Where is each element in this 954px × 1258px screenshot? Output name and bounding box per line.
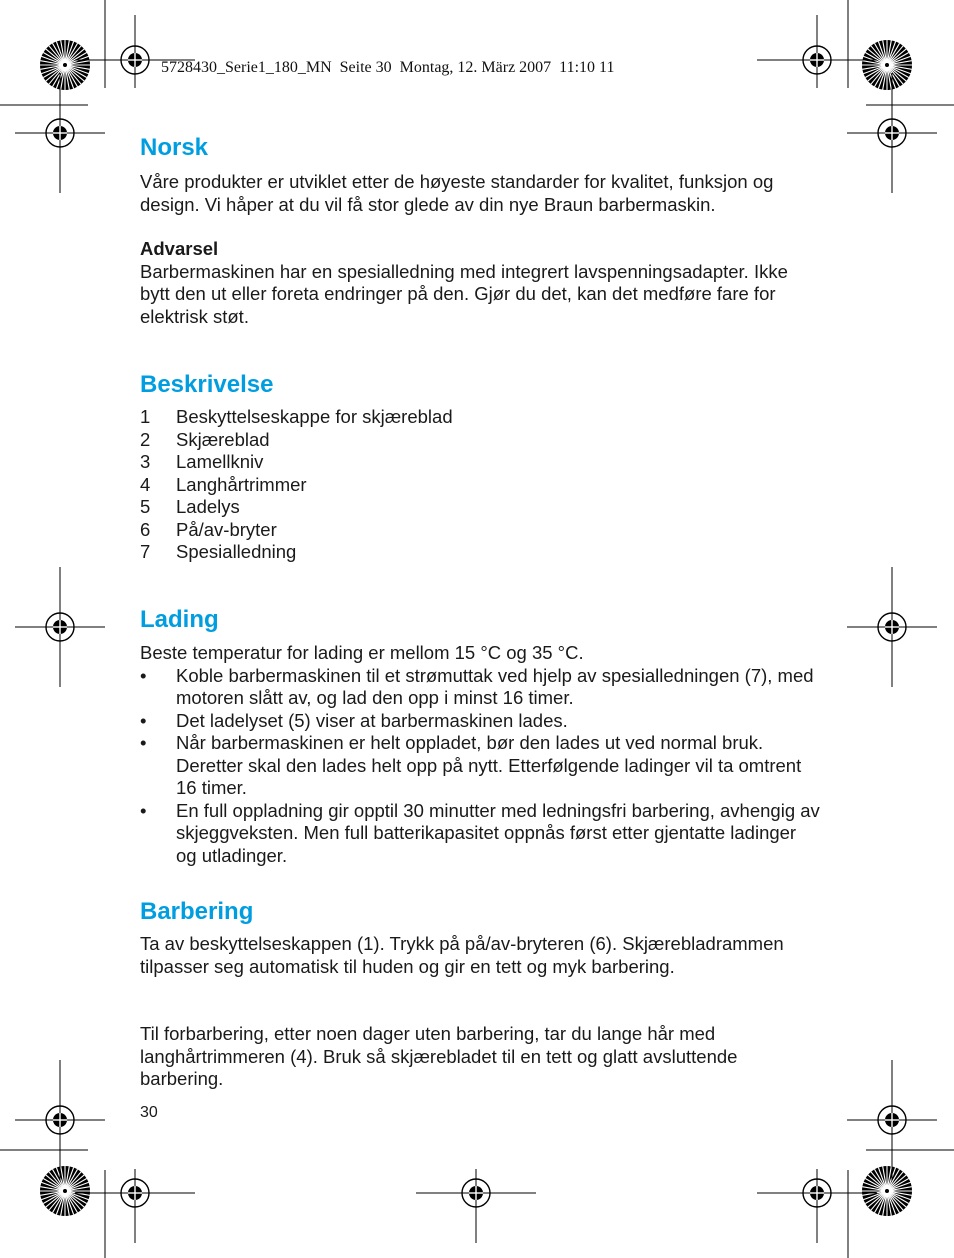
- bullet-item: • En full oppladning gir opptil 30 minutter med ledningsfri barbering, avhengig av skjeggveksten. Men full batterikapasitet oppnås først etter gjentatte ladinger og utladinger.: [140, 799, 820, 866]
- list-item: 4 Langhårtrimmer: [140, 473, 307, 495]
- list-item: 2 Skjæreblad: [140, 428, 270, 450]
- bullet-item: • Det ladelyset (5) viser at barbermaskinen lades.: [140, 709, 568, 731]
- warning-block: [140, 238, 820, 328]
- page-number: 30: [140, 1104, 158, 1121]
- barbering-text-1: Ta av beskyttelseskappen (1). Trykk på på/av-bryteren (6). Skjærebladrammen tilpasser seg automatisk til huden og gir en tett og myk barbering.: [140, 933, 784, 977]
- parts-list: [140, 406, 820, 564]
- norsk-intro-block: [140, 171, 820, 216]
- lading-block: [140, 642, 820, 867]
- list-item: 7 Spesialledning: [140, 541, 297, 562]
- list-item: 3 Lamellkniv: [140, 451, 264, 472]
- warning-text: Barbermaskinen har en spesialledning med integrert lavspenningsadapter. Ikke bytt den ut eller foreta endringer på den. Gjør du det, kan det medføre fare for elektrisk støt.: [140, 260, 788, 327]
- norsk-intro: Våre produkter er utviklet etter de høyeste standarder for kvalitet, funksjon og design. Vi håper at du vil få stor glede av din nye Braun barbermaskin.: [140, 171, 774, 215]
- print-slug: 5728430_Serie1_180_MN Seite 30 Montag, 12. März 2007 11:10 11: [161, 59, 615, 76]
- list-item: 5 Ladelys: [140, 496, 240, 517]
- bullet-item: • Koble barbermaskinen til et strømuttak ved hjelp av spesialledningen (7), med motoren slått av, og lad den opp i minst 16 timer.: [140, 664, 814, 708]
- warning-title: Advarsel: [140, 238, 219, 259]
- barbering-para-1: [140, 933, 820, 978]
- lading-intro: Beste temperatur for lading er mellom 15 °C og 35 °C.: [140, 642, 584, 663]
- bullet-item: • Når barbermaskinen er helt oppladet, bør den lades ut ved normal bruk. Deretter skal den lades helt opp på nytt. Etterfølgende ladinger vil ta omtrent 16 timer.: [140, 732, 802, 798]
- barbering-para-2: [140, 1023, 820, 1091]
- barbering-text-2: Til forbarbering, etter noen dager uten barbering, tar du lange hår med langhårtrimmeren (4). Bruk så skjærebladet til en tett og glatt avsluttende barbering.: [140, 1023, 738, 1089]
- list-item: 1 Beskyttelseskappe for skjæreblad: [140, 406, 453, 427]
- heading-beskrivelse: Beskrivelse: [140, 371, 274, 398]
- list-item: 6 På/av-bryter: [140, 518, 277, 540]
- heading-norsk: Norsk: [140, 134, 209, 161]
- heading-barbering: Barbering: [140, 898, 254, 925]
- heading-lading: Lading: [140, 606, 219, 633]
